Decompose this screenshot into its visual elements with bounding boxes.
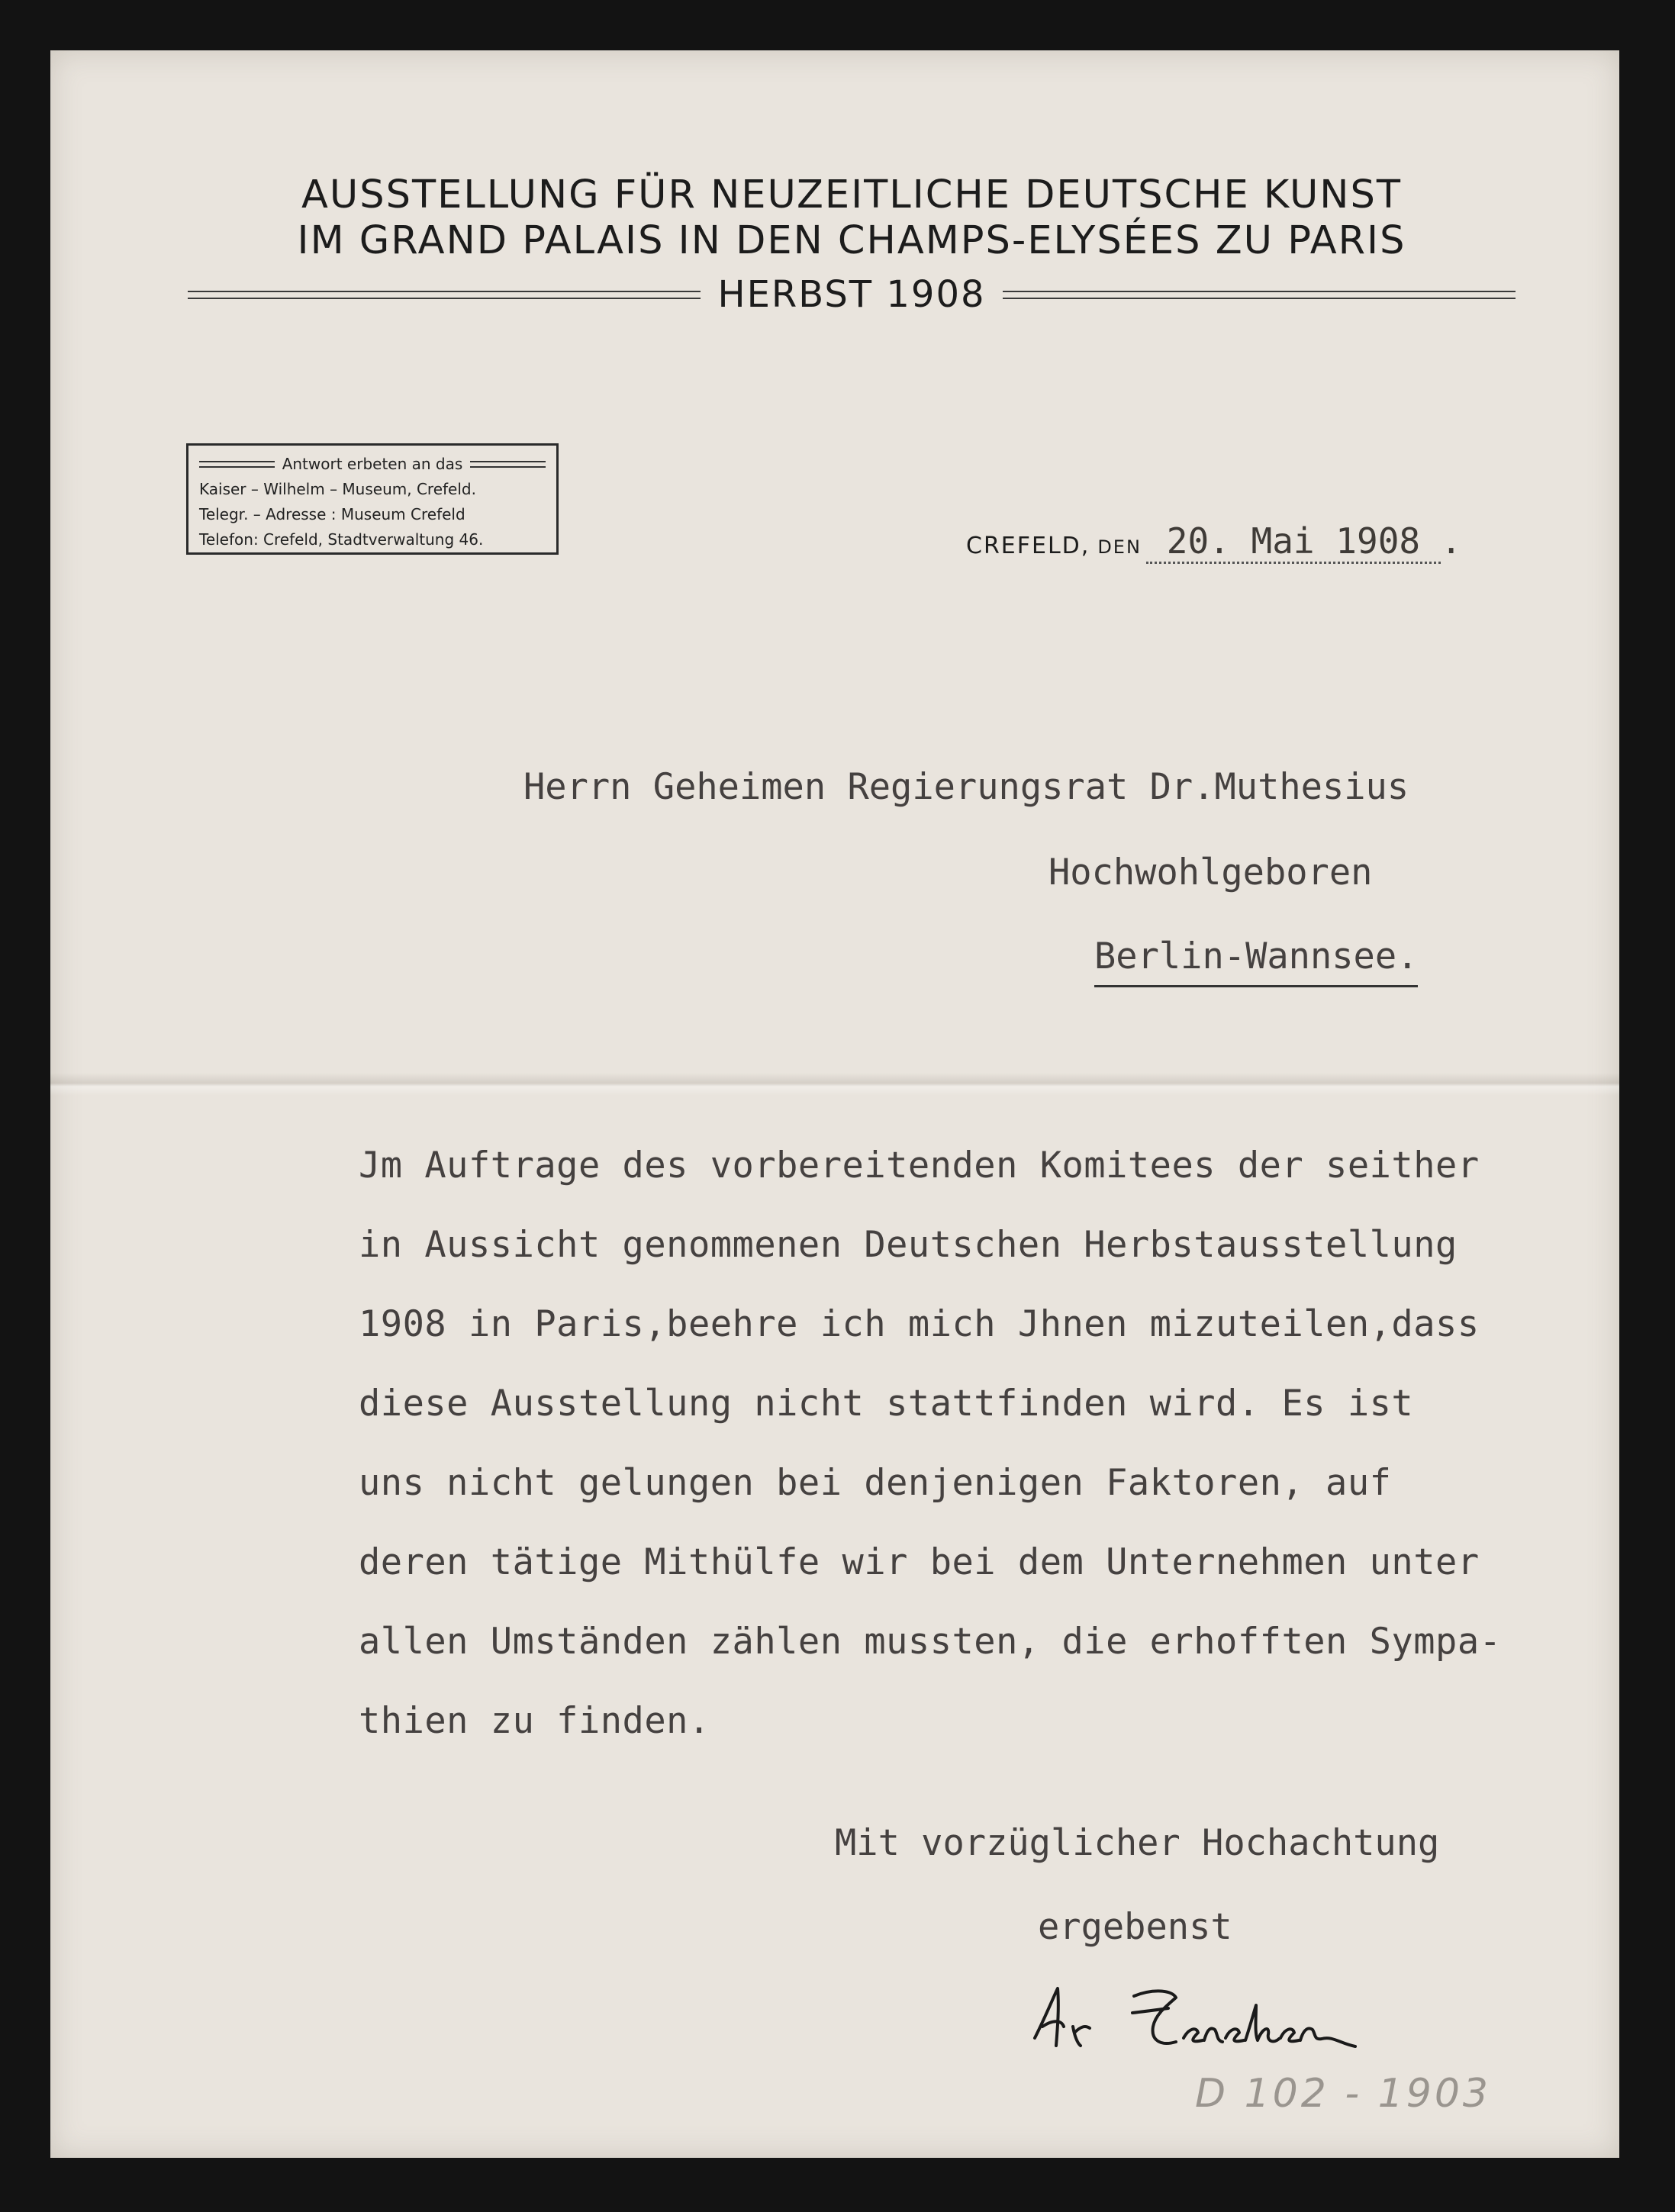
double-rule-right — [1003, 291, 1516, 299]
handwritten-signature — [1019, 1973, 1447, 2065]
dateline — [966, 520, 1462, 564]
letterhead-line-3 — [188, 272, 1516, 317]
reply-address-box — [186, 443, 559, 555]
double-rule — [199, 461, 275, 468]
reply-box-title-row — [199, 452, 546, 477]
body-line: thien zu finden. — [359, 1700, 710, 1742]
body-line: uns nicht gelungen bei denjenigen Faktoren, auf — [359, 1462, 1392, 1504]
letter-sheet — [50, 50, 1619, 2158]
paper-fold — [50, 1073, 1619, 1096]
reply-box-line: Telegr. – Adresse : Museum Crefeld — [199, 505, 465, 523]
body-line: deren tätige Mithülfe wir bei dem Unternehmen unter — [359, 1541, 1480, 1583]
reply-box-title: Antwort erbeten an das — [282, 455, 463, 473]
dateline-den: DEN — [1097, 536, 1142, 558]
body-line: diese Ausstellung nicht stattfinden wird. Es ist — [359, 1383, 1414, 1425]
archive-number: D 102 - 1903 — [1195, 2071, 1491, 2117]
recipient-line-3: Berlin-Wannsee. — [1094, 935, 1418, 987]
double-rule-left — [188, 291, 701, 299]
letter-body — [359, 1126, 1625, 1761]
dateline-city: CREFELD, — [966, 533, 1090, 559]
letterhead-year: HERBST 1908 — [717, 273, 986, 316]
body-line: Jm Auftrage des vorbereitenden Komitees der seither — [359, 1145, 1480, 1186]
body-line: 1908 in Paris,beehre ich mich Jhnen mizuteilen,dass — [359, 1303, 1480, 1345]
double-rule — [470, 461, 546, 468]
dateline-date: 20. Mai 1908 — [1146, 520, 1441, 564]
reply-box-line: Kaiser – Wilhelm – Museum, Crefeld. — [199, 480, 476, 498]
letterhead-line-2: IM GRAND PALAIS IN DEN CHAMPS-ELYSÉES ZU PARIS — [297, 218, 1406, 263]
recipient-line-2: Hochwohlgeboren — [1048, 852, 1373, 893]
body-line: allen Umständen zählen mussten, die erhofften Sympa- — [359, 1621, 1502, 1663]
body-line: in Aussicht genommenen Deutschen Herbstausstellung — [359, 1224, 1458, 1266]
closing-line-1: Mit vorzüglicher Hochachtung — [835, 1822, 1440, 1864]
reply-box-line: Telefon: Crefeld, Stadtverwaltung 46. — [199, 530, 484, 549]
closing-line-2: ergebenst — [1038, 1906, 1232, 1948]
dateline-end: . — [1440, 520, 1462, 562]
letterhead-line-1: AUSSTELLUNG FÜR NEUZEITLICHE DEUTSCHE KUNST — [301, 172, 1402, 217]
recipient-line-1: Herrn Geheimen Regierungsrat Dr.Muthesius — [523, 766, 1409, 808]
